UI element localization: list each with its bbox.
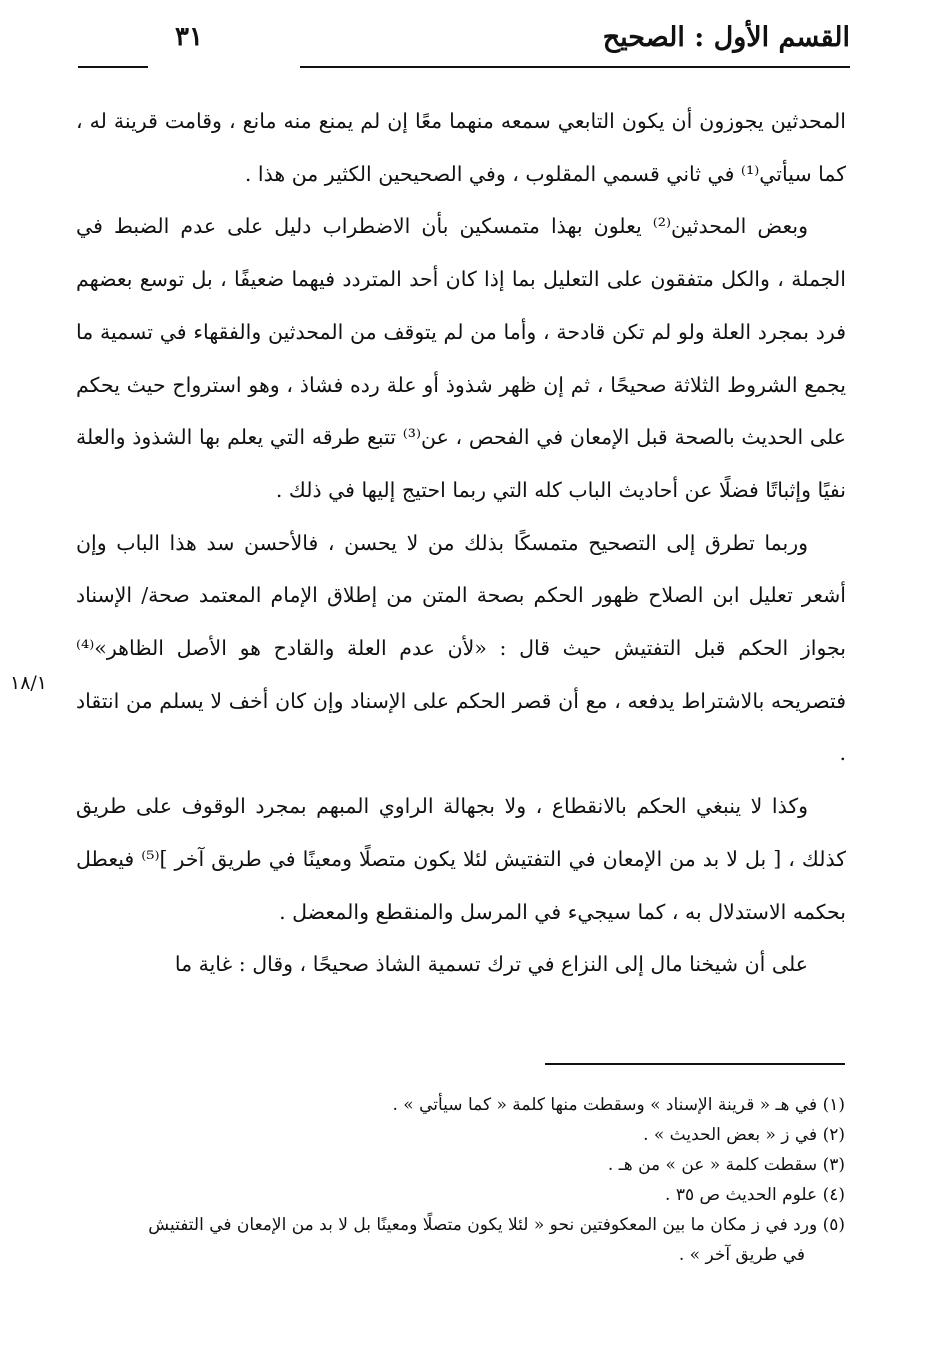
page-header <box>70 18 850 68</box>
footnote: (٣) سقطت كلمة « عن » من هـ . <box>607 1155 845 1175</box>
header-rule-right <box>300 66 850 68</box>
header-rule-left <box>78 66 148 68</box>
main-text <box>76 95 846 991</box>
paragraph: على أن شيخنا مال إلى النزاع في ترك تسمية الشاذ صحيحًا ، وقال : غاية ما <box>174 952 808 977</box>
footnote: (٤) علوم الحديث ص ٣٥ . <box>665 1185 845 1205</box>
margin-reference: ١٨/١ <box>10 672 48 694</box>
paragraph: وكذا لا ينبغي الحكم بالانقطاع ، ولا بجهالة الراوي المبهم بمجرد الوقوف على طريق كذلك ، [ بل لا بد من الإمعان في التفتيش لئلا يكون متصلًا ومعينًا في طريق آخر ]⁽⁵⁾ فيعطل بحكمه الاستدلال به ، كما سيجيء في المرسل والمنقطع والمعضل . <box>76 794 846 924</box>
running-title: القسم الأول : الصحيح <box>602 22 850 53</box>
footnote: (٥) ورد في ز مكان ما بين المعكوفتين نحو « لئلا يكون متصلًا ومعينًا بل لا بد من الإمعان في التفتيش <box>148 1215 845 1235</box>
paragraph: وبعض المحدثين⁽²⁾ يعلون بهذا متمسكين بأن الاضطراب دليل على عدم الضبط في الجملة ، والكل متفقون على التعليل بما إذا كان أحد المتردد فيهما ضعيفًا ، بل توسع بعضهم فرد بمجرد العلة ولو لم تكن قادحة ، وأما من لم يتوقف من المحدثين والفقهاء في تسمية ما يجمع الشروط الثلاثة صحيحًا ، ثم إن ظهر شذوذ أو علة رده فشاذ ، وهو استرواح حيث يحكم على الحديث بالصحة قبل الإمعان في الفحص ، عن⁽³⁾ تتبع طرقه التي يعلم بها الشذوذ والعلة نفيًا وإثباتًا فضلًا عن أحاديث الباب كله التي ربما احتيج إليها في ذلك . <box>76 214 846 502</box>
footnotes <box>60 1090 845 1270</box>
footnote: (١) في هـ « قرينة الإسناد » وسقطت منها كلمة « كما سيأتي » . <box>392 1095 845 1115</box>
footnote: (٢) في ز « بعض الحديث » . <box>643 1125 845 1145</box>
footnote-separator <box>545 1063 845 1065</box>
paragraph: المحدثين يجوزون أن يكون التابعي سمعه منهما معًا إن لم يمنع منه مانع ، وقامت قرينة له ، كما سيأتي⁽¹⁾ في ثاني قسمي المقلوب ، وفي الصحيحين الكثير من هذا . <box>76 109 846 186</box>
paragraph: وربما تطرق إلى التصحيح متمسكًا بذلك من لا يحسن ، فالأحسن سد هذا الباب وإن أشعر تعليل ابن الصلاح ظهور الحكم بصحة المتن من إطلاق الإمام المعتمد صحة/ الإسناد بجواز الحكم قبل التفتيش حيث قال : «لأن عدم العلة والقادح هو الأصل الظاهر»⁽⁴⁾ فتصريحه بالاشتراط يدفعه ، مع أن قصر الحكم على الإسناد وإن كان أخف لا يسلم من انتقاد . <box>76 530 846 766</box>
page-number: ٣١ <box>175 22 203 52</box>
footnote-continuation: في طريق آخر » . <box>678 1245 805 1265</box>
